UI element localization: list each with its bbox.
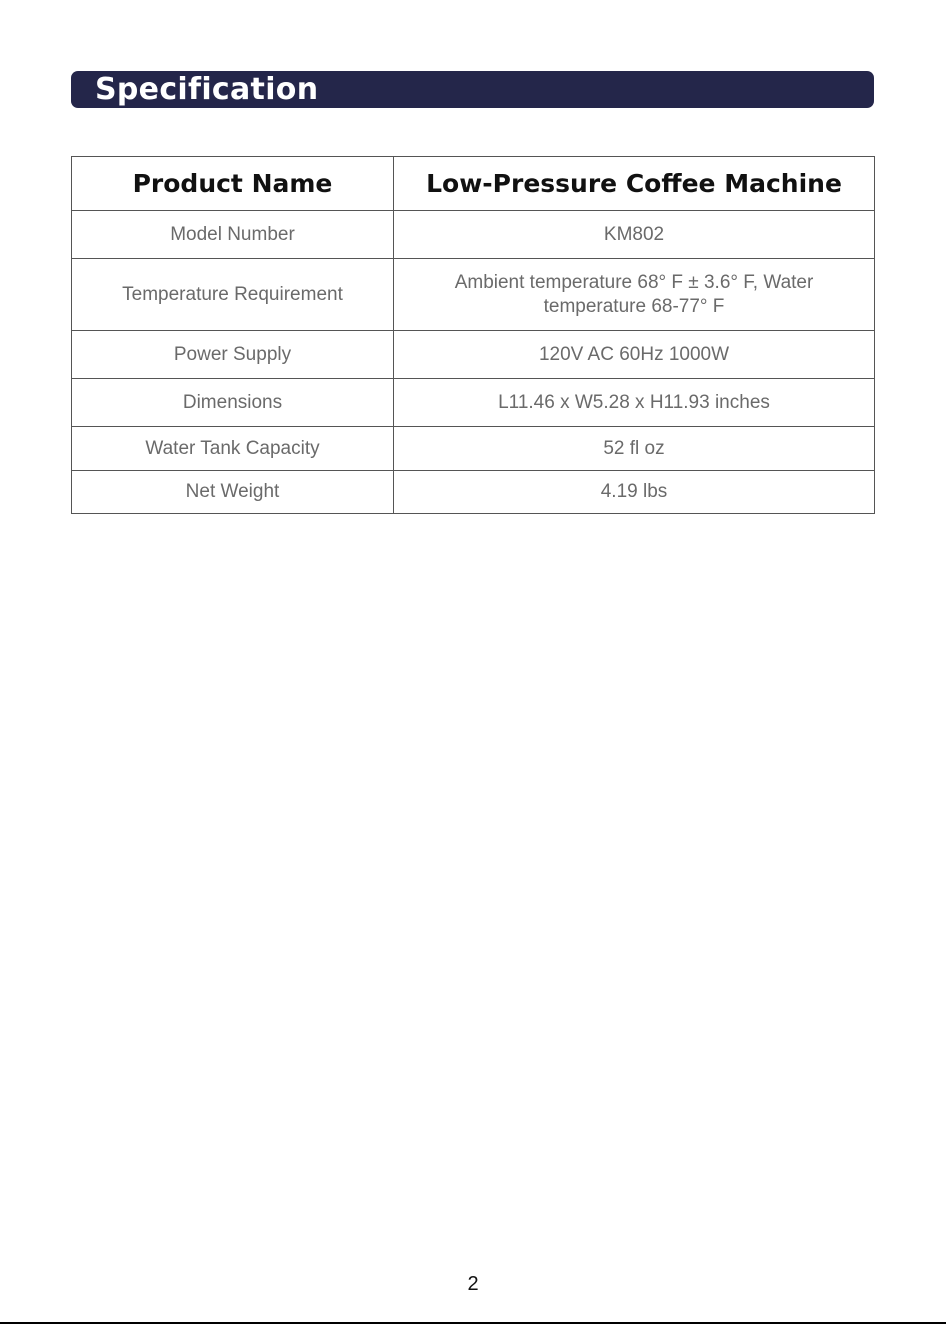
specification-table	[71, 156, 875, 514]
header-value-cell: Low-Pressure Coffee Machine	[394, 157, 875, 211]
table-row	[72, 379, 875, 427]
header-label-cell: Product Name	[72, 157, 394, 211]
table-row	[72, 259, 875, 331]
row-value-dimensions: L11.46 x W5.28 x H11.93 inches	[394, 379, 875, 427]
temperature-value-line2: temperature 68-77° F	[543, 295, 725, 317]
row-value-temperature	[394, 259, 875, 331]
section-title: Specification	[95, 72, 319, 107]
table-row	[72, 331, 875, 379]
section-header-bar	[71, 71, 874, 108]
row-value-model-number: KM802	[394, 211, 875, 259]
page-number: 2	[467, 1273, 479, 1295]
row-label-power-supply: Power Supply	[72, 331, 394, 379]
temperature-value-line1: Ambient temperature 68° F ± 3.6° F, Water	[454, 271, 814, 293]
row-label-temperature: Temperature Requirement	[72, 259, 394, 331]
table-row	[72, 471, 875, 514]
table-header-row	[72, 157, 875, 211]
row-value-net-weight: 4.19 lbs	[394, 471, 875, 514]
row-label-water-tank: Water Tank Capacity	[72, 427, 394, 471]
row-label-model-number: Model Number	[72, 211, 394, 259]
row-value-water-tank: 52 fl oz	[394, 427, 875, 471]
table-row	[72, 427, 875, 471]
row-value-power-supply: 120V AC 60Hz 1000W	[394, 331, 875, 379]
row-label-dimensions: Dimensions	[72, 379, 394, 427]
row-label-net-weight: Net Weight	[72, 471, 394, 514]
table-row	[72, 211, 875, 259]
